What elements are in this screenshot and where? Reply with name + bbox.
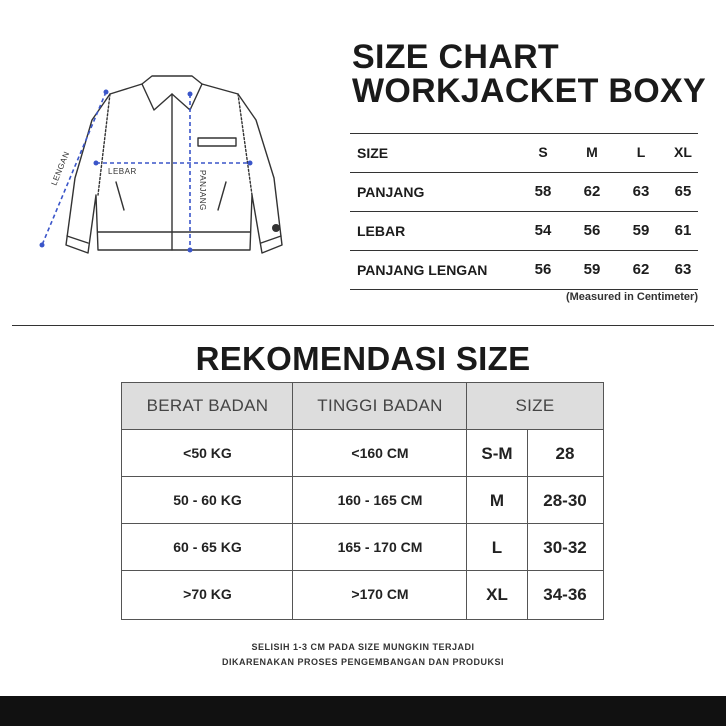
row-label: LEBAR xyxy=(357,223,406,239)
cell-berat: >70 KG xyxy=(183,586,232,602)
jacket-body xyxy=(66,84,282,253)
recommendation-row xyxy=(122,430,603,477)
cell-number: 30-32 xyxy=(543,538,587,557)
cell-value: 62 xyxy=(632,261,650,278)
cell-value: 62 xyxy=(583,183,601,200)
size-header-m: M xyxy=(586,144,598,160)
title-line-2: WORKJACKET BOXY xyxy=(352,72,706,110)
cell-tinggi: >170 CM xyxy=(351,586,409,602)
cell-size: S-M xyxy=(481,444,513,463)
header-size: SIZE xyxy=(515,396,555,415)
cell-tinggi: 165 - 170 CM xyxy=(337,539,423,555)
row-label: PANJANG LENGAN xyxy=(357,262,488,278)
cell-value: 65 xyxy=(674,183,692,200)
cell-value: 63 xyxy=(674,261,692,278)
footnote-line-2: DIKARENAKAN PROSES PENGEMBANGAN DAN PRODUKSI xyxy=(221,657,505,667)
recommendation-header xyxy=(122,383,603,430)
cell-tinggi: <160 CM xyxy=(351,445,409,461)
lebar-label: LEBAR xyxy=(108,167,137,176)
column-divider xyxy=(292,383,293,619)
bottom-bar xyxy=(0,696,726,726)
recommendation-row xyxy=(122,571,603,618)
footnote-line-1: SELISIH 1-3 CM PADA SIZE MUNGKIN TERJADI xyxy=(251,642,475,652)
side-pocket-right xyxy=(218,182,226,210)
section-divider xyxy=(12,325,714,326)
panjang-label: PANJANG xyxy=(198,170,207,211)
cell-number: 34-36 xyxy=(543,585,587,604)
column-divider xyxy=(527,429,528,619)
lengan-label: LENGAN xyxy=(49,150,72,187)
header-berat-badan: BERAT BADAN xyxy=(146,396,269,415)
cell-value: 56 xyxy=(583,222,601,239)
jacket-badge xyxy=(272,224,280,232)
recommendation-row xyxy=(122,524,603,571)
header-tinggi-badan: TINGGI BADAN xyxy=(317,396,443,415)
cell-size: M xyxy=(489,491,505,510)
cell-value: 63 xyxy=(632,183,650,200)
size-header-label: SIZE xyxy=(357,145,389,161)
size-chart-table xyxy=(350,133,698,290)
size-chart-row xyxy=(350,172,698,211)
size-chart-header xyxy=(350,133,698,172)
row-label: PANJANG xyxy=(357,184,425,200)
column-divider xyxy=(466,383,467,619)
cell-value: 54 xyxy=(534,222,552,239)
cell-value: 58 xyxy=(534,183,552,200)
side-pocket-left xyxy=(116,182,124,210)
cell-berat: <50 KG xyxy=(183,445,232,461)
size-header-l: L xyxy=(636,144,646,160)
cell-value: 56 xyxy=(534,261,552,278)
cell-size: L xyxy=(491,538,503,557)
measurement-note: (Measured in Centimeter) xyxy=(565,291,698,303)
size-header-s: S xyxy=(538,144,548,160)
size-chart-row xyxy=(350,250,698,290)
jacket-diagram xyxy=(30,60,300,290)
recommendation-row xyxy=(122,477,603,524)
cell-value: 61 xyxy=(674,222,692,239)
cell-number: 28-30 xyxy=(543,491,587,510)
cell-berat: 50 - 60 KG xyxy=(173,492,242,508)
cell-size: XL xyxy=(486,585,508,604)
recommendation-table xyxy=(121,382,604,620)
size-chart-title xyxy=(352,40,706,108)
cell-number: 28 xyxy=(555,444,575,463)
cell-tinggi: 160 - 165 CM xyxy=(337,492,423,508)
chest-pocket xyxy=(198,138,236,146)
title-line-1: SIZE CHART xyxy=(352,38,559,76)
size-header-xl: XL xyxy=(674,144,692,160)
cell-value: 59 xyxy=(632,222,650,239)
recommendation-title: REKOMENDASI SIZE xyxy=(195,340,531,377)
cell-berat: 60 - 65 KG xyxy=(173,539,242,555)
size-chart-row xyxy=(350,211,698,250)
cell-value: 59 xyxy=(583,261,601,278)
